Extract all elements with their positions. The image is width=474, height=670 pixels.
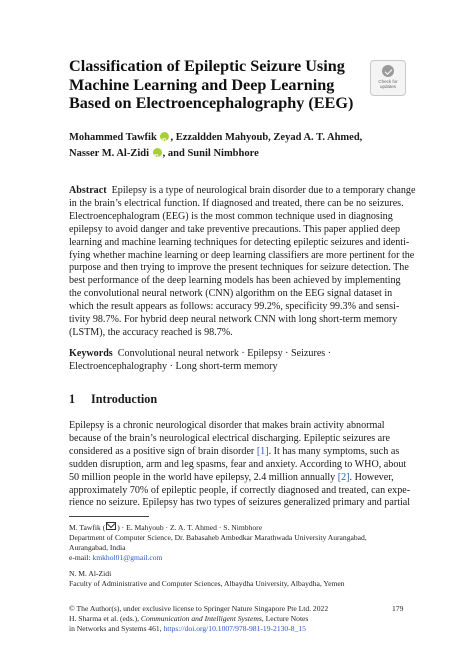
copyright-notice: © The Author(s), under exclusive license to Springer Nature Singapore Pte Ltd. 2022 H. Sharma et al. (eds.), Communication and Intelligent Systems, Lecture Notes in Networks and Systems 461, https://doi.org/10.1007/978-981-19-2130-8_15 bbox=[69, 604, 329, 633]
abstract-text: which the result appears as follows: accuracy 99.2%, specificity 99.3% and sensi- bbox=[69, 301, 400, 313]
orcid-icon[interactable] bbox=[160, 132, 169, 141]
author-name: Mohammed Tawfik bbox=[69, 132, 157, 143]
orcid-icon[interactable] bbox=[153, 148, 162, 157]
book-title: Communication and Intelligent Systems bbox=[140, 613, 262, 623]
abstract-text: learning and machine learning techniques for detecting epileptic seizures and identi- bbox=[69, 236, 410, 248]
title-line: Based on Electroencephalography (EEG) bbox=[69, 94, 354, 112]
author-name: N. M. Al-Zidi bbox=[69, 568, 112, 578]
author-name: Nasser M. Al-Zidi bbox=[69, 148, 150, 159]
abstract-text: Electroencephalogram (EEG) is the most common technique used in diagnosing bbox=[69, 210, 393, 222]
citation-link[interactable]: [1] bbox=[256, 445, 269, 457]
title-line: Machine Learning and Deep Learning bbox=[69, 75, 335, 94]
envelope-icon bbox=[106, 522, 116, 530]
keywords-text: Electroencephalography · Long short-term memory bbox=[69, 360, 278, 372]
title-line: Classification of Epileptic Seizure Using bbox=[69, 57, 345, 75]
check-for-updates-icon bbox=[382, 65, 394, 77]
affiliation: Department of Computer Science, Dr. Babasaheb Ambedkar Marathwada University Aurangabad, bbox=[69, 532, 367, 542]
email-link[interactable]: kmkhol01@gmail.com bbox=[92, 552, 163, 562]
abstract-text: in the brain’s electrical function. If diagnosed and treated, there can be no seizures. bbox=[69, 197, 404, 209]
abstract-text: epilepsy to avoid danger and take preventive precautions. This paper applied deep bbox=[69, 223, 401, 235]
author-affiliations: M. Tawfik ( ) · E. Mahyoub · Z. A. T. Ahmed · S. Nimbhore Department of Computer Science, Dr. Babasaheb Ambedkar Marathwada University Aurangabad, Aurangabad, India e-mail: kmkhol01@gmail.com N. M. Al-Zidi Faculty of Administrative and Computer Sciences, Albaydha University, Albaydha, Yemen bbox=[69, 522, 409, 588]
author-names: , and Sunil Nimbhore bbox=[162, 148, 259, 159]
author-names: , Ezzaldden Mahyoub, Zeyad A. T. Ahmed, bbox=[170, 132, 363, 143]
page-number: 179 bbox=[392, 604, 404, 613]
badge-text: Check for updates bbox=[378, 79, 398, 89]
introduction-text: Epilepsy is a chronic neurological disorder that makes brain activity abnormal because of the brain’s neurological electrical discharging. Epileptic seizures are considered as a positive sign of brain disorder [1]. It has many symptoms, such as sudden disruption, arm and leg spasms, fear and anxiety. According to WHO, about 50 million people in the world have epilepsy, 2.4 million annually [2]. However, approximately 70% of epileptic people, if correctly diagnosed and treated, can expe- rience no seizure. Epilepsy has two types of seizures generalized primary and partial bbox=[69, 420, 411, 509]
section-heading bbox=[69, 392, 157, 407]
keywords-text: Convolutional neural network · Epilepsy · Seizures · bbox=[117, 348, 332, 359]
abstract-text: Epilepsy is a type of neurological brain disorder due to a temporary change bbox=[111, 185, 416, 196]
abstract-text: tivity 98.7%. For hybrid deep neural network CNN with long short-term memory bbox=[69, 314, 398, 326]
paper-title bbox=[69, 57, 369, 113]
abstract-text: fying whether machine learning or deep learning classifiers are more pertinent for the bbox=[69, 249, 415, 261]
keywords-label: Keywords bbox=[69, 348, 113, 359]
abstract-label: Abstract bbox=[69, 185, 107, 196]
author-list bbox=[69, 130, 409, 162]
check-for-updates-badge[interactable] bbox=[370, 60, 406, 96]
affiliation: Aurangabad, India bbox=[69, 542, 126, 552]
citation-link[interactable]: [2] bbox=[337, 471, 350, 483]
abstract bbox=[69, 185, 416, 340]
section-title: Introduction bbox=[91, 392, 158, 406]
footnote-divider bbox=[69, 516, 149, 517]
affiliation: Faculty of Administrative and Computer Sciences, Albaydha University, Albaydha, Yemen bbox=[69, 578, 345, 588]
keywords bbox=[69, 348, 405, 374]
doi-link[interactable]: https://doi.org/10.1007/978-981-19-2130-8_15 bbox=[163, 623, 306, 633]
section-number: 1 bbox=[69, 392, 76, 406]
abstract-text: the convolutional neural network (CNN) algorithm on the EEG signal dataset in bbox=[69, 288, 393, 300]
abstract-text: best performance of the deep learning models has been achieved by implementing bbox=[69, 275, 401, 287]
abstract-text: (LSTM), the accuracy reached is 98.7%. bbox=[69, 326, 233, 338]
abstract-text: purpose and then trying to improve the present techniques for seizure detection. The bbox=[69, 262, 409, 274]
